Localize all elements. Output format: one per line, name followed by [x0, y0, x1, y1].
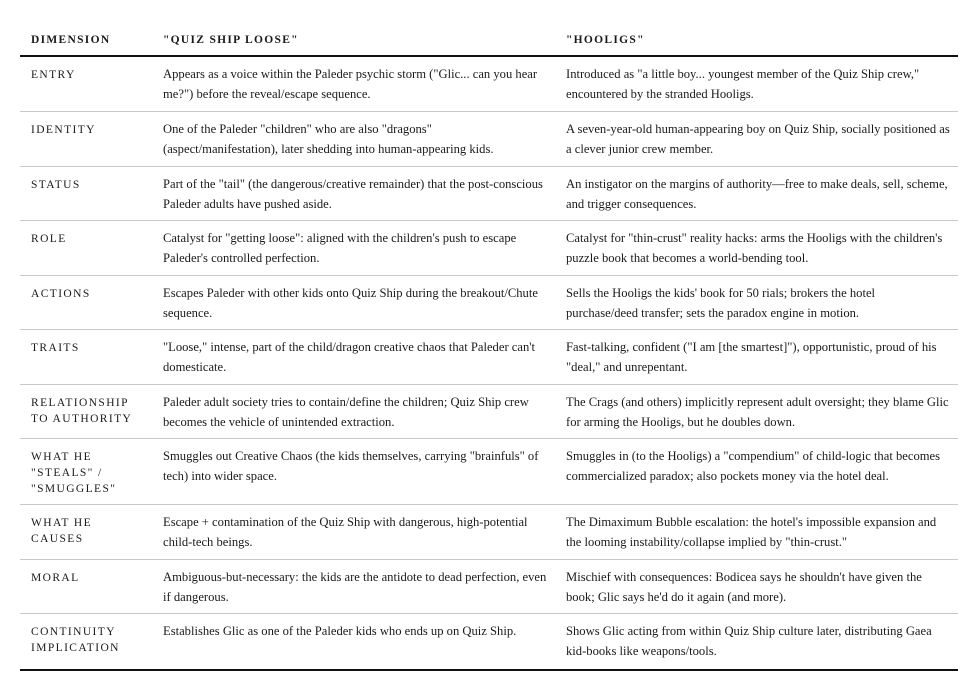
hooligs-cell: Mischief with consequences: Bodicea says he shouldn't have given the book; Glic says he'd do it again (and more).: [555, 560, 958, 614]
quiz-ship-loose-cell: Escape + contamination of the Quiz Ship with dangerous, high-potential child-tech beings.: [152, 505, 555, 560]
dimension-cell: TRAITS: [20, 330, 152, 385]
hooligs-cell: A seven-year-old human-appearing boy on Quiz Ship, socially positioned as a clever junior crew member.: [555, 112, 958, 167]
table-row: [20, 167, 958, 221]
quiz-ship-loose-cell: Appears as a voice within the Paleder psychic storm ("Glic... can you hear me?") before the reveal/escape sequence.: [152, 56, 555, 112]
header-quiz-ship-loose: "QUIZ SHIP LOOSE": [152, 24, 555, 56]
dimension-cell: RELATIONSHIP TO AUTHORITY: [20, 385, 152, 439]
table-row: [20, 56, 958, 112]
quiz-ship-loose-cell: "Loose," intense, part of the child/dragon creative chaos that Paleder can't domesticate.: [152, 330, 555, 385]
dimension-cell: WHAT HE "STEALS" / "SMUGGLES": [20, 439, 152, 505]
hooligs-cell: Fast-talking, confident ("I am [the smartest]"), opportunistic, proud of his "deal," and unrepentant.: [555, 330, 958, 385]
quiz-ship-loose-cell: Ambiguous-but-necessary: the kids are the antidote to dead perfection, even if dangerous.: [152, 560, 555, 614]
table-row: [20, 505, 958, 560]
quiz-ship-loose-cell: One of the Paleder "children" who are also "dragons" (aspect/manifestation), later shedding into human-appearing kids.: [152, 112, 555, 167]
hooligs-cell: The Dimaximum Bubble escalation: the hotel's impossible expansion and the looming instability/collapse implied by "thin-crust.": [555, 505, 958, 560]
quiz-ship-loose-cell: Establishes Glic as one of the Paleder kids who ends up on Quiz Ship.: [152, 614, 555, 671]
header-hooligs: "HOOLIGS": [555, 24, 958, 56]
table-row: [20, 112, 958, 167]
header-row: [20, 24, 958, 56]
dimension-cell: CONTINUITY IMPLICATION: [20, 614, 152, 671]
dimension-cell: IDENTITY: [20, 112, 152, 167]
header-dimension: DIMENSION: [20, 24, 152, 56]
comparison-table: [20, 24, 958, 671]
dimension-cell: ACTIONS: [20, 276, 152, 330]
dimension-cell: MORAL: [20, 560, 152, 614]
dimension-cell: WHAT HE CAUSES: [20, 505, 152, 560]
dimension-cell: ENTRY: [20, 56, 152, 112]
quiz-ship-loose-cell: Part of the "tail" (the dangerous/creative remainder) that the post-conscious Paleder adults have pushed aside.: [152, 167, 555, 221]
table-row: [20, 614, 958, 671]
table-row: [20, 560, 958, 614]
quiz-ship-loose-cell: Escapes Paleder with other kids onto Quiz Ship during the breakout/Chute sequence.: [152, 276, 555, 330]
hooligs-cell: An instigator on the margins of authority—free to make deals, sell, scheme, and trigger consequences.: [555, 167, 958, 221]
table-row: [20, 221, 958, 276]
hooligs-cell: Smuggles in (to the Hooligs) a "compendium" of child-logic that becomes commercialized paradox; also pockets money via the hotel deal.: [555, 439, 958, 505]
hooligs-cell: The Crags (and others) implicitly represent adult oversight; they blame Glic for arming the Hooligs, but he doubles down.: [555, 385, 958, 439]
quiz-ship-loose-cell: Paleder adult society tries to contain/define the children; Quiz Ship crew becomes the vehicle of unintended extraction.: [152, 385, 555, 439]
table-row: [20, 385, 958, 439]
hooligs-cell: Introduced as "a little boy... youngest member of the Quiz Ship crew," encountered by the stranded Hooligs.: [555, 56, 958, 112]
quiz-ship-loose-cell: Smuggles out Creative Chaos (the kids themselves, carrying "brainfuls" of tech) into wider space.: [152, 439, 555, 505]
hooligs-cell: Catalyst for "thin-crust" reality hacks: arms the Hooligs with the children's puzzle book that becomes a world-bending tool.: [555, 221, 958, 276]
table-row: [20, 330, 958, 385]
dimension-cell: STATUS: [20, 167, 152, 221]
table-row: [20, 439, 958, 505]
hooligs-cell: Sells the Hooligs the kids' book for 50 rials; brokers the hotel purchase/deed transfer; sets the paradox engine in motion.: [555, 276, 958, 330]
quiz-ship-loose-cell: Catalyst for "getting loose": aligned with the children's push to escape Paleder's controlled perfection.: [152, 221, 555, 276]
dimension-cell: ROLE: [20, 221, 152, 276]
hooligs-cell: Shows Glic acting from within Quiz Ship culture later, distributing Gaea kid-books like weapons/tools.: [555, 614, 958, 671]
table-row: [20, 276, 958, 330]
